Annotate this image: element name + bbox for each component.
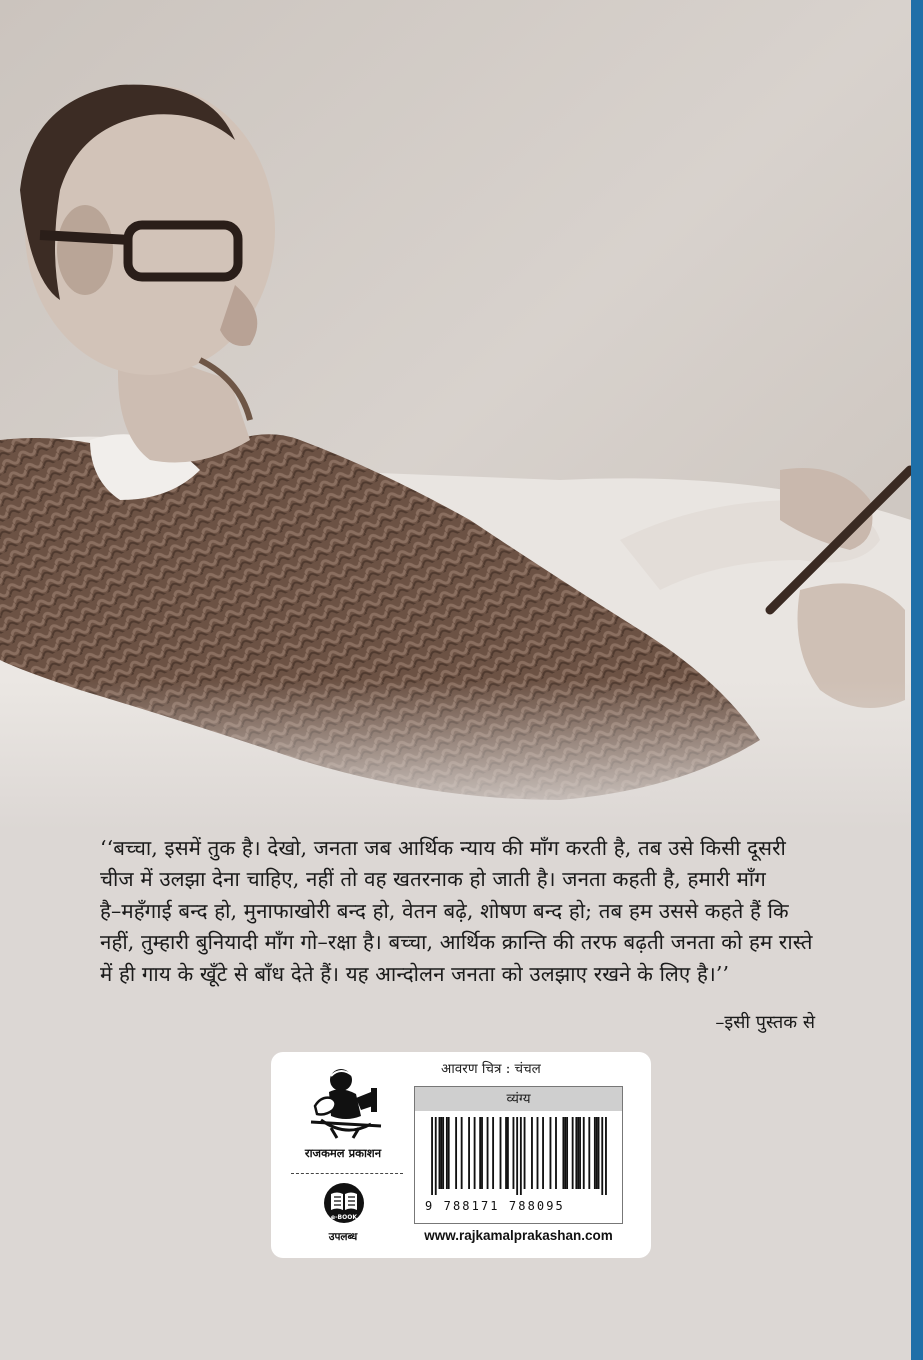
barcode-bar [588,1117,590,1189]
barcode-bar [605,1117,607,1195]
spine-edge [911,0,923,1360]
barcode-bar [562,1117,564,1189]
barcode-bar [524,1117,526,1189]
ebook-icon [323,1182,365,1224]
barcode-bar [531,1117,533,1189]
barcode-bar [520,1117,522,1195]
barcode-bar [572,1117,574,1189]
ebook-available-label: उपलब्ध [328,1231,358,1243]
barcode-bar [542,1117,544,1189]
barcode-bar [500,1117,502,1189]
isbn-number: 9 788171 788095 [425,1199,565,1213]
barcode-bar [474,1117,476,1189]
barcode-bar [481,1117,483,1189]
barcode-bar [575,1117,577,1189]
barcode-bar [596,1117,598,1189]
barcode-bar [435,1117,437,1195]
excerpt-quote [100,833,825,990]
cover-credit: आवरण चित्र : चंचल [441,1061,541,1077]
barcode-bar [537,1117,539,1189]
barcode-bar [440,1117,442,1189]
barcode-bar [577,1117,579,1189]
barcode-bar [583,1117,585,1189]
barcode-bar [455,1117,457,1189]
barcode-bar [446,1117,448,1189]
barcode-bar [487,1117,489,1189]
barcode-bar [439,1117,441,1189]
quote-line: नहीं, तुम्हारी बुनियादी माँग गो–रक्षा है। बच्चा, आर्थिक क्रान्ति की तरफ बढ़ती जनता को हम रास्ते [100,930,813,955]
genre-barcode-box [414,1086,623,1224]
barcode-bar [555,1117,557,1189]
card-divider [291,1173,403,1174]
barcode-bar [566,1117,568,1189]
barcode-bar [431,1117,433,1195]
publisher-logo-icon [301,1066,391,1141]
barcode-bar [601,1117,603,1195]
barcode-bar [479,1117,481,1189]
isbn-barcode [425,1117,613,1217]
barcode-bar [594,1117,596,1189]
quote-line: है–महँगाई बन्द हो, मुनाफाखोरी बन्द हो, वेतन बढ़े, शोषण बन्द हो; तब हम उससे कहते हैं कि [100,898,789,923]
barcode-bar [505,1117,507,1189]
barcode-bar [550,1117,552,1189]
publisher-info-card [271,1052,651,1258]
genre-label: व्यंग्य [415,1087,622,1111]
barcode-bars [425,1117,613,1197]
barcode-bar [468,1117,470,1189]
barcode-bar [448,1117,450,1189]
barcode-bar [507,1117,509,1189]
barcode-bar [513,1117,515,1189]
barcode-bar [598,1117,600,1189]
barcode-bar [579,1117,581,1189]
quote-line: चीज में उलझा देना चाहिए, नहीं तो वह खतरनाक हो जाती है। जनता कहती है, हमारी माँग [100,867,766,892]
barcode-bar [461,1117,463,1189]
barcode-bar [492,1117,494,1189]
publisher-name: राजकमल प्रकाशन [304,1146,382,1160]
barcode-bar [564,1117,566,1189]
barcode-bar [442,1117,444,1189]
barcode-bar [516,1117,518,1195]
quote-line: में ही गाय के खूँटे से बाँध देते हैं। यह आन्दोलन जनता को उलझाए रखने के लिए है।’’ [100,961,730,986]
publisher-website: www.rajkamalprakashan.com [424,1228,613,1243]
quote-line: ‘‘बच्चा, इसमें तुक है। देखो, जनता जब आर्थिक न्याय की माँग करती है, तब उसे किसी दूसरी [100,836,786,860]
ebook-badge-text: e-BOOK [331,1214,357,1221]
quote-attribution: –इसी पुस्तक से [715,1012,815,1033]
